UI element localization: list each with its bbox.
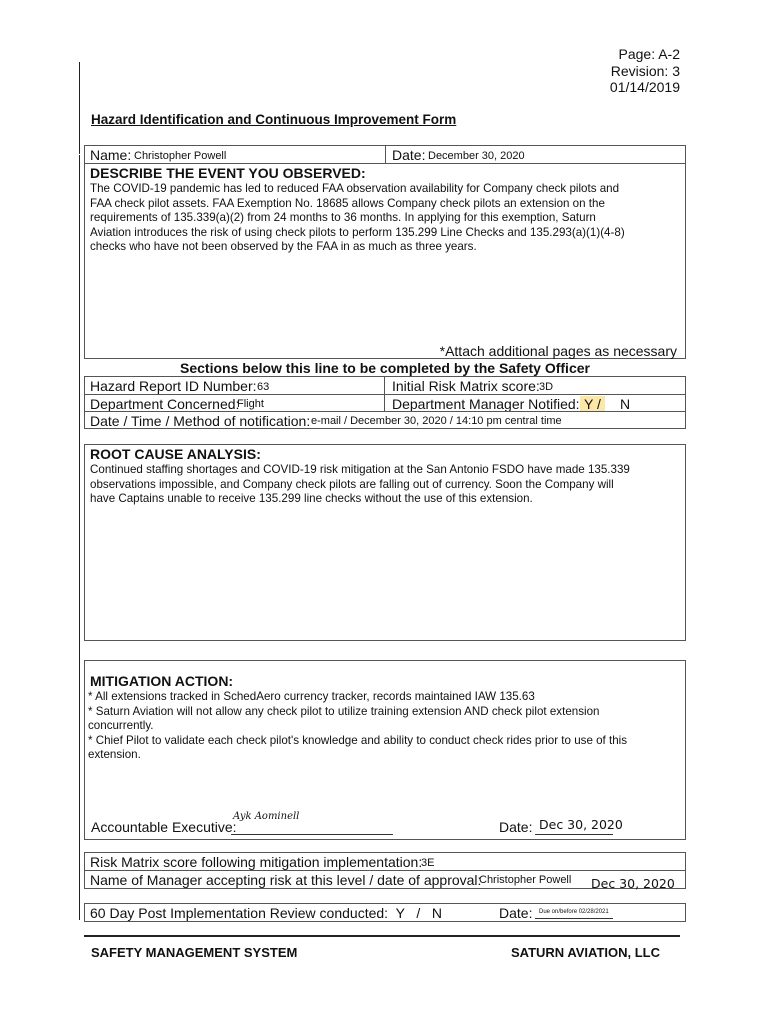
- date-field[interactable]: [385, 145, 686, 164]
- root-cause-line: have Captains unable to receive 135.299 line checks without the use of this extension.: [90, 492, 533, 505]
- accountable-executive-label: Accountable Executive:: [91, 819, 237, 835]
- mitigation-text: [88, 690, 682, 763]
- date-value: December 30, 2020: [428, 150, 525, 162]
- event-line: Aviation introduces the risk of using check pilots to perform 135.299 Line Checks and 135.293(a)(1)(4-8): [90, 225, 625, 239]
- name-field[interactable]: [84, 145, 386, 164]
- margin-bar: [79, 155, 80, 920]
- notification-value: e-mail / December 30, 2020 / 14:10 pm central time: [311, 415, 562, 427]
- form-title: Hazard Identification and Continuous Improvement Form: [91, 112, 457, 127]
- mitigation-line: * Chief Pilot to validate each check pilot's knowledge and ability to conduct check rides prior to use of this: [88, 733, 628, 747]
- safety-officer-heading: Sections below this line to be completed by the Safety Officer: [180, 360, 590, 376]
- manager-approval-date: Dec 30, 2020: [591, 876, 675, 891]
- initial-risk-label: Initial Risk Matrix score:: [392, 378, 540, 394]
- post-risk-value: 3E: [421, 857, 435, 869]
- initial-risk-value: 3D: [539, 381, 554, 393]
- department-field[interactable]: [84, 394, 385, 412]
- document-header: [610, 46, 680, 96]
- mitigation-line: * Saturn Aviation will not allow any check pilot to utilize training extension AND check pilot extension: [88, 704, 600, 718]
- attach-note: *Attach additional pages as necessary: [439, 343, 677, 359]
- event-line: The COVID-19 pandemic has led to reduced FAA observation availability for Company check pilots and: [90, 182, 620, 195]
- root-cause-heading: ROOT CAUSE ANALYSIS:: [90, 446, 261, 462]
- post-risk-field[interactable]: [84, 852, 686, 871]
- root-cause-line: Continued staffing shortages and COVID-19 risk mitigation at the San Antonio FSDO have made 135.339: [90, 463, 630, 476]
- mitigation-heading: MITIGATION ACTION:: [90, 673, 234, 689]
- post-risk-label: Risk Matrix score following mitigation implementation:: [90, 854, 423, 870]
- footer-right: SATURN AVIATION, LLC: [510, 945, 660, 960]
- manager-notified-no[interactable]: N: [620, 396, 631, 412]
- mitigation-line: * All extensions tracked in SchedAero currency tracker, records maintained IAW 135.63: [88, 690, 535, 703]
- root-cause-line: observations impossible, and Company check pilots are falling out of currency. Soon the Company will: [90, 477, 614, 491]
- root-cause-text: [90, 463, 680, 507]
- event-line: FAA check pilot assets. FAA Exemption No. 18685 allows Company check pilots an extension on the: [90, 196, 605, 210]
- mitigation-date-label: Date:: [499, 819, 533, 835]
- manager-accepting-field[interactable]: [84, 870, 686, 889]
- name-value: Christopher Powell: [134, 150, 227, 162]
- manager-notified-field[interactable]: [384, 394, 686, 412]
- review-date-value: Due on/before 02/28/2021: [539, 909, 609, 915]
- review-label: 60 Day Post Implementation Review conducted: Y / N: [90, 905, 442, 921]
- manager-accepting-value: Christopher Powell: [479, 874, 572, 886]
- footer-rule: [84, 935, 680, 937]
- accountable-executive-signature: Ayk Aominell: [233, 811, 300, 822]
- event-heading: DESCRIBE THE EVENT YOU OBSERVED:: [90, 165, 366, 181]
- review-date-label: Date:: [499, 905, 533, 921]
- mitigation-date-value: Dec 30, 2020: [539, 817, 623, 832]
- hazard-report-id-label: Hazard Report ID Number:: [90, 378, 257, 394]
- page-number: Page: A-2: [618, 46, 680, 62]
- margin-bar: [79, 62, 80, 154]
- root-cause-box[interactable]: [84, 444, 686, 641]
- event-line: requirements of 135.339(a)(2) from 24 months to 36 months. In applying for this exemption, Saturn: [90, 211, 596, 224]
- event-line: checks who have not been observed by the FAA in as much as three years.: [90, 240, 477, 253]
- hazard-report-id-field[interactable]: [84, 376, 385, 395]
- manager-notified-yes[interactable]: Y /: [580, 396, 605, 412]
- event-text: [90, 182, 680, 255]
- revision-date: 01/14/2019: [609, 79, 680, 95]
- event-description-box[interactable]: [84, 163, 686, 359]
- notification-field[interactable]: [84, 411, 686, 429]
- initial-risk-field[interactable]: [384, 376, 686, 395]
- manager-accepting-label: Name of Manager accepting risk at this level / date of approval:: [90, 872, 482, 888]
- revision-number: Revision: 3: [610, 62, 680, 79]
- name-label: Name:: [90, 147, 132, 163]
- review-date-line: [535, 918, 613, 919]
- signature-line: [231, 834, 393, 835]
- mitigation-line: extension.: [88, 748, 141, 761]
- review-field[interactable]: [84, 903, 686, 922]
- department-label: Department Concerned:: [90, 396, 240, 412]
- mitigation-date-line: [535, 834, 613, 835]
- notification-label: Date / Time / Method of notification:: [90, 413, 311, 429]
- date-label: Date:: [392, 147, 426, 163]
- hazard-report-id-value: 63: [257, 381, 270, 393]
- mitigation-box[interactable]: [84, 660, 686, 840]
- manager-notified-label: Department Manager Notified:: [392, 396, 580, 412]
- department-value: Flight: [237, 398, 264, 410]
- footer-left: SAFETY MANAGEMENT SYSTEM: [91, 945, 298, 960]
- mitigation-line: concurrently.: [88, 719, 154, 732]
